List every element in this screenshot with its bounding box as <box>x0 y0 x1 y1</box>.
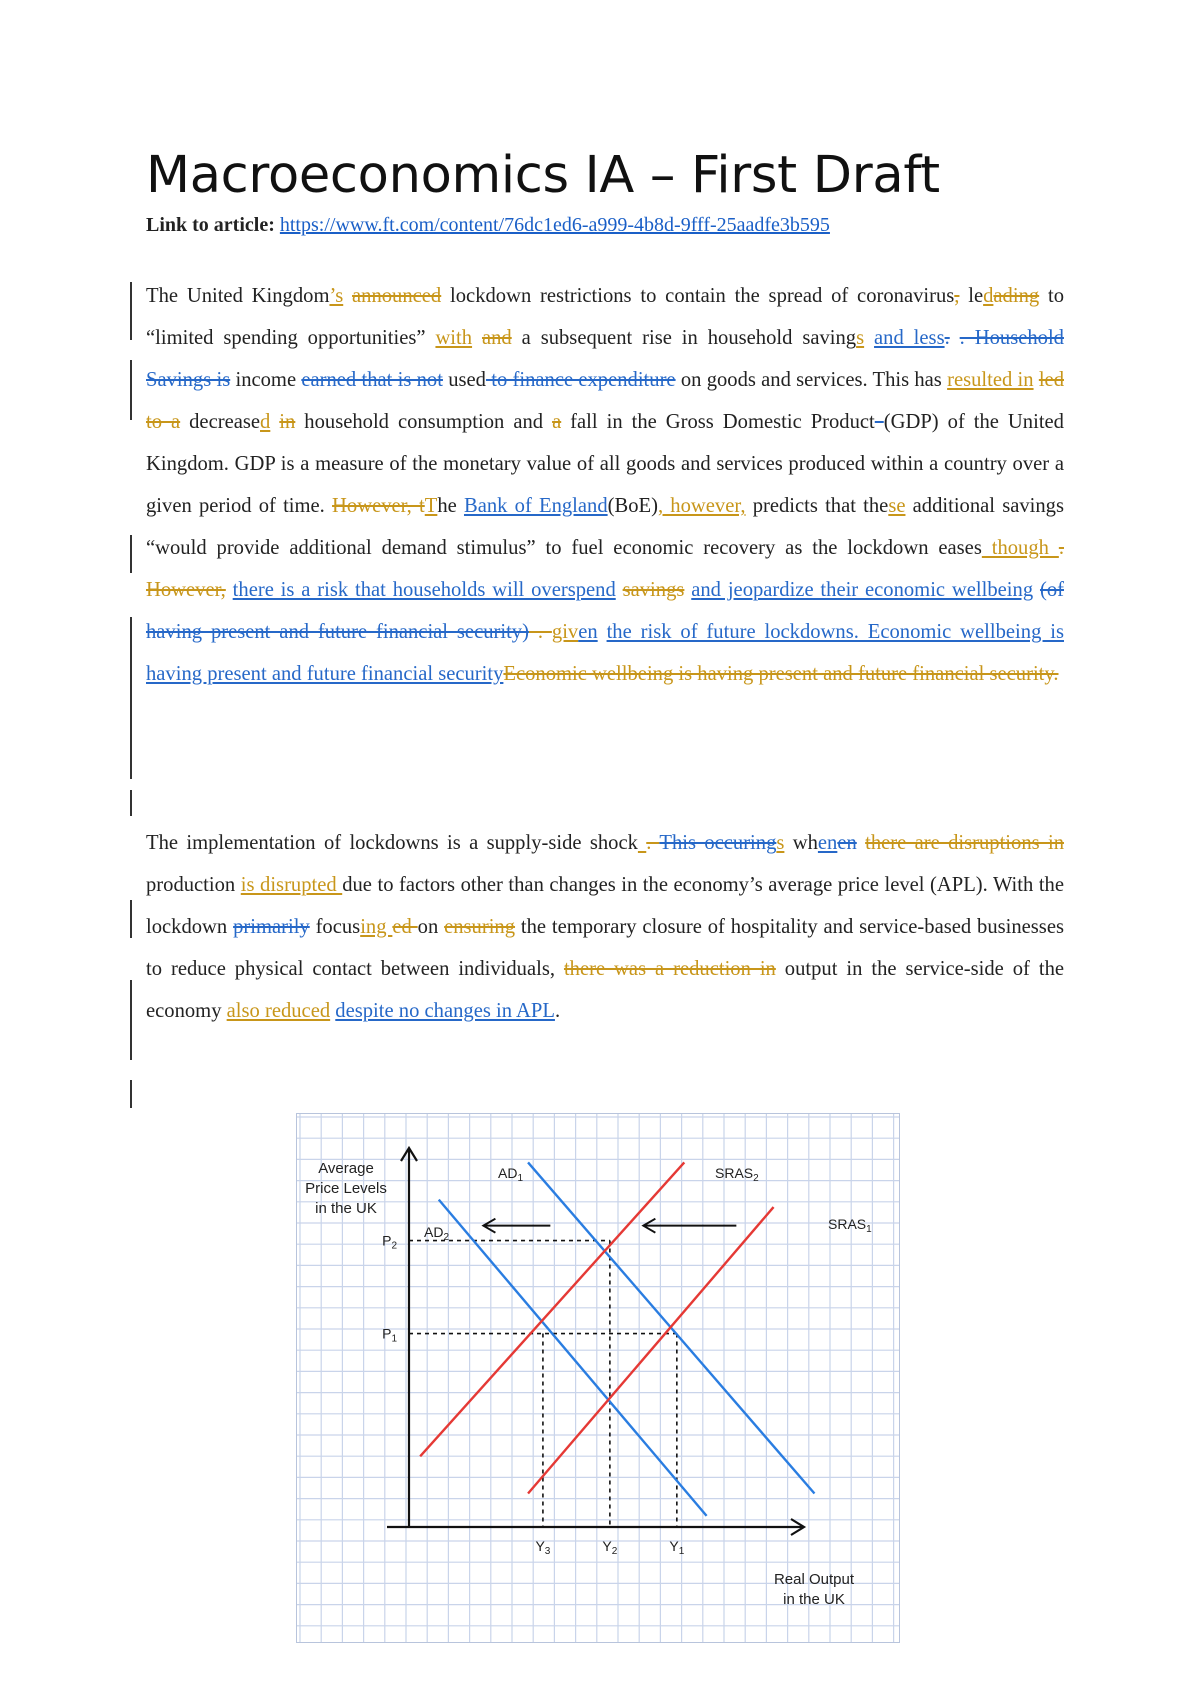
chart-curves <box>420 1162 814 1515</box>
text-run: The implementation of lockdowns is a supply-side shock <box>146 832 638 854</box>
output-tick-label-subscript: 2 <box>611 1546 618 1557</box>
price-tick-label: $P_1$ <box>382 1325 397 1345</box>
inserted-text: despite no changes in APL <box>335 1000 555 1022</box>
inserted-text: also reduced <box>226 1000 331 1022</box>
deleted-text: . However, <box>146 537 1064 601</box>
deleted-text: a <box>552 411 562 433</box>
inserted-text: se <box>888 495 906 517</box>
text-run: production <box>146 874 241 896</box>
inserted-text: d <box>983 285 994 307</box>
deleted-text: ensuring <box>444 916 516 938</box>
text-run: decrease <box>180 411 261 433</box>
inserted-text: there is a risk that households will overspend <box>232 579 616 601</box>
output-tick-label: $Y_2$ <box>602 1538 618 1557</box>
change-bar <box>130 360 132 420</box>
price-tick-label: $P_2$ <box>382 1232 397 1252</box>
deleted-text: led to a <box>146 369 1064 433</box>
ad1-label: $AD_1$ <box>498 1165 524 1184</box>
text-run <box>472 327 482 349</box>
paragraph-household-savings <box>146 275 1064 695</box>
text-run: focus <box>309 916 361 938</box>
inserted-text: is disrupted <box>240 874 343 896</box>
text-run: (GDP) of the United Kingdom. GDP is a measure of the monetary value of all goods and services produced within a country over a given period of time. <box>146 411 1064 517</box>
deleted-text: This occuring <box>659 832 777 854</box>
deleted-text: . <box>944 327 950 349</box>
text-run <box>950 327 960 349</box>
text-run <box>857 832 865 854</box>
change-bar <box>130 282 132 340</box>
sras2-label-subscript: 2 <box>753 1173 759 1184</box>
inserted-text: , however, <box>657 495 746 517</box>
text-run: used <box>442 369 486 391</box>
deleted-text: there are disruptions in <box>865 832 1064 854</box>
deleted-text: earned that is not <box>301 369 443 391</box>
inserted-text: T <box>424 495 438 517</box>
ad-sras-diagram <box>296 1113 900 1643</box>
sras1-label: $SRAS_1$ <box>828 1216 872 1235</box>
text-run: le <box>959 285 984 307</box>
deleted-text: to finance expenditure <box>485 369 676 391</box>
ad1-label-subscript: 1 <box>517 1173 524 1184</box>
chart-guides <box>409 1241 677 1527</box>
text-run: to “limited spending opportunities” <box>146 285 1064 349</box>
text-run: wh <box>784 832 818 854</box>
text-run <box>226 579 233 601</box>
deleted-text: and <box>481 327 512 349</box>
deleted-text: ed <box>392 916 418 938</box>
price-tick-label-subscript: 1 <box>391 1333 397 1345</box>
y-axis-label: in the UK <box>315 1200 377 1217</box>
inserted-text: s <box>856 327 865 349</box>
deleted-text: . <box>646 832 660 854</box>
text-run: on <box>417 916 445 938</box>
change-bar <box>130 1080 132 1108</box>
text-run: due to factors other than changes in the economy’s average price level (APL). With the lockdown <box>146 874 1064 938</box>
change-bar <box>130 617 132 779</box>
inserted-text: en <box>578 621 598 643</box>
inserted-text: and less <box>874 327 945 349</box>
inserted-text: ing <box>360 916 393 938</box>
article-link[interactable]: https://www.ft.com/content/76dc1ed6-a999-4b8d-9fff-25aadfe3b595 <box>279 214 830 236</box>
inserted-text: d <box>260 411 271 433</box>
deleted-text: Economic wellbeing is having present and future financial security. <box>503 663 1059 685</box>
article-link-line <box>146 212 830 238</box>
text-run <box>864 327 874 349</box>
price-tick-label-subscript: 2 <box>391 1240 397 1252</box>
text-run: (BoE) <box>607 495 658 517</box>
chart-shift-arrows <box>483 1219 736 1233</box>
text-run: predicts that the <box>745 495 889 517</box>
deleted-text: . Household Savings is <box>146 327 1064 391</box>
text-run: income <box>230 369 302 391</box>
output-tick-label: $Y_3$ <box>535 1538 551 1557</box>
deleted-text: , <box>954 285 960 307</box>
deleted-text: announced <box>352 285 442 307</box>
inserted-text: with <box>435 327 473 349</box>
text-run: on goods and services. This has <box>675 369 948 391</box>
inserted-text: ’s <box>329 285 344 307</box>
output-tick-label: $Y_1$ <box>669 1538 685 1557</box>
text-run: The United Kingdom <box>146 285 330 307</box>
deleted-text: in <box>279 411 296 433</box>
y-axis-label: Average <box>318 1160 374 1177</box>
inserted-text: giv <box>551 621 579 643</box>
ad2-label-subscript: 2 <box>443 1232 450 1243</box>
sras1-label-subscript: 1 <box>866 1224 872 1235</box>
deleted-text: en <box>837 832 857 854</box>
inserted-text: the risk of future lockdowns. Economic wellbeing is having present and future financial security <box>146 621 1064 685</box>
document-title: Macroeconomics IA – First Draft <box>146 146 940 205</box>
text-run: additional savings “would provide additional demand stimulus” to fuel economic recovery as the lockdown eases <box>146 495 1064 559</box>
ad2-curve <box>439 1200 707 1516</box>
text-run <box>343 285 352 307</box>
change-bar <box>130 790 132 816</box>
change-bar <box>130 980 132 1060</box>
output-tick-label-subscript: 1 <box>678 1546 685 1557</box>
text-run: a subsequent rise in household saving <box>511 327 857 349</box>
inserted-text <box>638 832 646 854</box>
deleted-text: . <box>528 621 552 643</box>
change-bar <box>130 535 132 573</box>
text-run: the temporary closure of hospitality and service-based businesses to reduce physical contact between individuals, <box>146 916 1064 980</box>
deleted-text: primarily <box>233 916 310 938</box>
ad2-label: $AD_2$ <box>424 1224 450 1243</box>
text-run <box>616 579 623 601</box>
deleted-text: there was a reduction in <box>563 958 776 980</box>
deleted-text: savings <box>622 579 685 601</box>
text-run: fall in the Gross Domestic Product <box>561 411 875 433</box>
text-run <box>598 621 607 643</box>
inserted-text: Bank of England <box>463 495 608 517</box>
sras2-label: $SRAS_2$ <box>715 1165 759 1184</box>
text-run: lockdown restrictions to contain the spread of coronavirus <box>441 285 955 307</box>
deleted-text: However, t <box>332 495 425 517</box>
paragraph-supply-side-shock <box>146 822 1064 1032</box>
deleted-text <box>875 411 884 433</box>
text-run: household consumption and <box>295 411 553 433</box>
inserted-text: though <box>981 537 1059 559</box>
inserted-text: s <box>776 832 785 854</box>
x-axis-label: in the UK <box>783 1591 845 1608</box>
link-label: Link to article: <box>146 214 275 236</box>
change-bar <box>130 900 132 938</box>
text-run: output in the service-side of the economy <box>146 958 1065 1022</box>
text-run <box>1033 579 1040 601</box>
x-axis-label: Real Output <box>773 1571 855 1588</box>
deleted-text: ading <box>993 285 1040 307</box>
text-run: . <box>554 1000 561 1022</box>
inserted-text: and jeopardize their economic wellbeing <box>691 579 1034 601</box>
inserted-text: resulted in <box>947 369 1034 391</box>
y-axis-label: Price Levels <box>305 1180 387 1197</box>
text-run <box>270 411 279 433</box>
deleted-text: (of having present and future financial security) <box>146 579 1064 643</box>
text-run: he <box>437 495 464 517</box>
sras2-curve <box>420 1162 684 1456</box>
output-tick-label-subscript: 3 <box>544 1546 551 1557</box>
inserted-text: en <box>817 832 838 854</box>
